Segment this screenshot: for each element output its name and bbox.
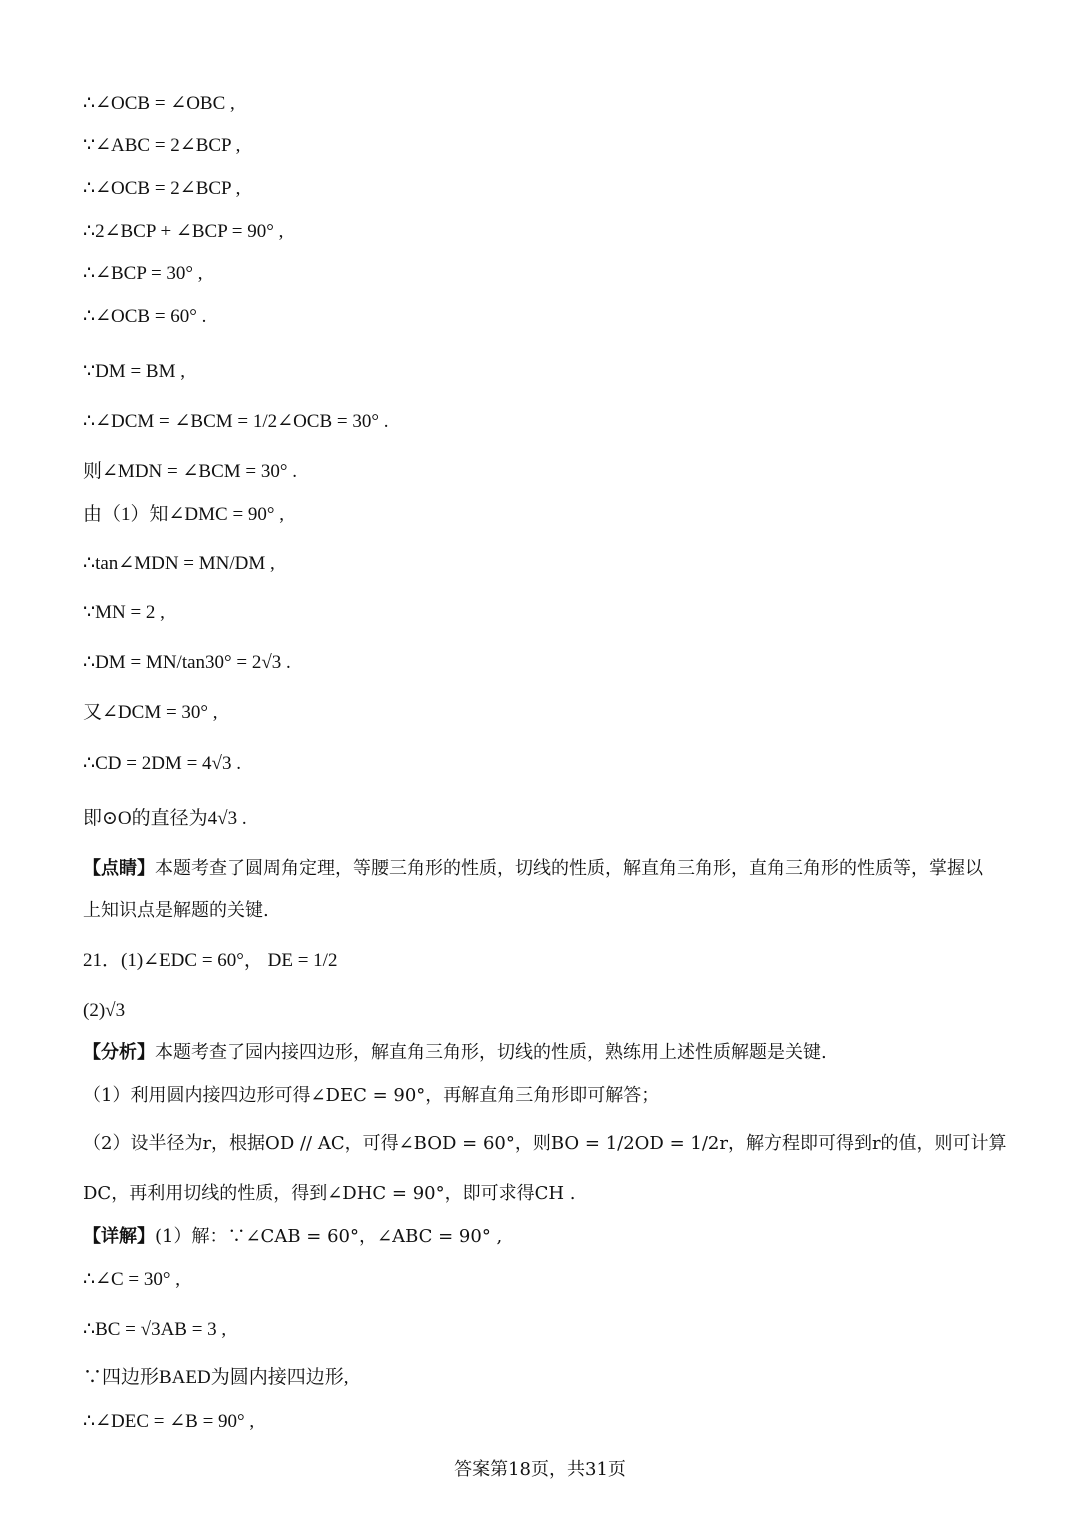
q21-answer-2: (2)√3 bbox=[83, 1000, 126, 1021]
q21-answer-1: 21．(1)∠EDC = 60°， DE = 1/2 bbox=[83, 950, 338, 971]
proof-line-9: 则∠MDN = ∠BCM = 30° . bbox=[83, 461, 297, 482]
proof-line-10: 由（1）知∠DMC = 90° , bbox=[83, 504, 285, 525]
dianjing-text: 本题考查了圆周角定理，等腰三角形的性质，切线的性质，解直角三角形，直角三角形的性质等，掌握以上知识点是解题的关键. bbox=[83, 858, 983, 921]
proof-line-4: ∴2∠BCP + ∠BCP = 90° , bbox=[83, 221, 284, 242]
page-footer: 答案第18页，共31页 bbox=[454, 1459, 626, 1480]
fenxi-paragraph bbox=[83, 1041, 827, 1065]
xiangjie-paragraph bbox=[83, 1225, 502, 1249]
proof-line-16: 即⊙O的直径为4√3 . bbox=[83, 808, 247, 829]
detail-line-4: ∴∠DEC = ∠B = 90° , bbox=[83, 1411, 255, 1432]
proof-line-5: ∴∠BCP = 30° , bbox=[83, 263, 203, 284]
xiangjie-label: 【详解】 bbox=[83, 1226, 155, 1247]
detail-line-1: ∴∠C = 30° , bbox=[83, 1269, 180, 1290]
proof-line-7: ∵DM = BM , bbox=[83, 361, 185, 382]
xiangjie-text: (1）解：∵∠CAB = 60°，∠ABC = 90° , bbox=[155, 1226, 503, 1247]
fenxi-point-2a: （2）设半径为r，根据OD // AC，可得∠BOD = 60°，则BO = 1/2OD = 1/2r，解方程即可得到r的值，则可计算 bbox=[83, 1133, 1007, 1154]
detail-line-2: ∴BC = √3AB = 3 , bbox=[83, 1319, 227, 1340]
dianjing-label: 【点睛】 bbox=[83, 858, 155, 879]
proof-line-12: ∵MN = 2 , bbox=[83, 602, 165, 623]
proof-line-8: ∴∠DCM = ∠BCM = 1/2∠OCB = 30° . bbox=[83, 411, 389, 432]
fenxi-point-2b: DC，再利用切线的性质，得到∠DHC = 90°，即可求得CH . bbox=[83, 1183, 576, 1204]
fenxi-text: 本题考查了园内接四边形，解直角三角形，切线的性质，熟练用上述性质解题是关键. bbox=[155, 1042, 827, 1063]
proof-line-13: ∴DM = MN/tan30° = 2√3 . bbox=[83, 652, 291, 673]
fenxi-label: 【分析】 bbox=[83, 1042, 155, 1063]
dianjing-paragraph bbox=[83, 848, 998, 932]
proof-line-1: ∴∠OCB = ∠OBC , bbox=[83, 93, 235, 114]
detail-line-3: ∵四边形BAED为圆内接四边形, bbox=[83, 1367, 349, 1388]
fenxi-point-1: （1）利用圆内接四边形可得∠DEC = 90°，再解直角三角形即可解答； bbox=[83, 1085, 660, 1106]
proof-line-2: ∵∠ABC = 2∠BCP , bbox=[83, 135, 241, 156]
proof-line-14: 又∠DCM = 30° , bbox=[83, 702, 218, 723]
proof-line-15: ∴CD = 2DM = 4√3 . bbox=[83, 753, 241, 774]
proof-line-6: ∴∠OCB = 60° . bbox=[83, 306, 207, 327]
proof-line-11: ∴tan∠MDN = MN/DM , bbox=[83, 553, 275, 574]
proof-line-3: ∴∠OCB = 2∠BCP , bbox=[83, 178, 241, 199]
